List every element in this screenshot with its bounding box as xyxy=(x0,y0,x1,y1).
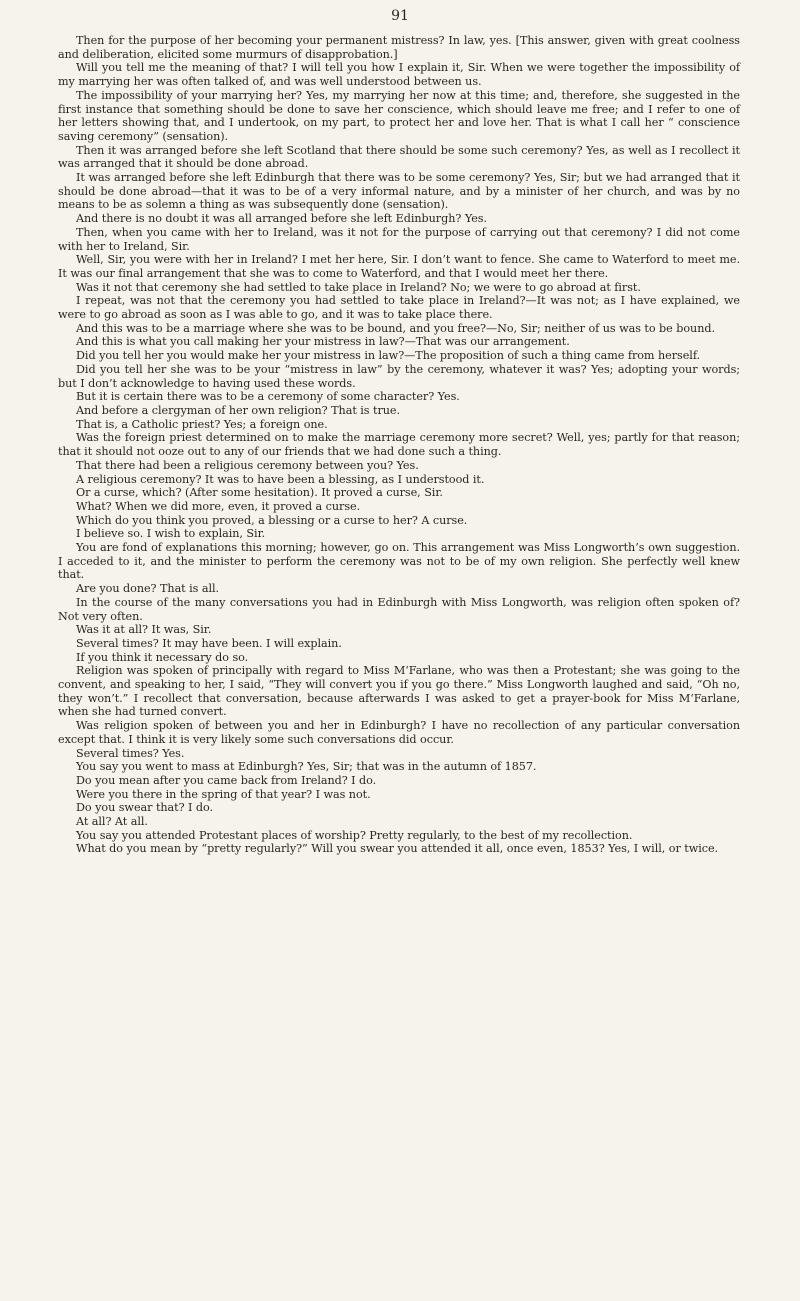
paragraph: And this was to be a marriage where she was to be bound, and you free?—No, Sir; neither of us was to be bound. xyxy=(76,321,715,335)
paragraph: Was the foreign priest determined on to make the marriage ceremony more secret? Well, yes; partly for that reason; that it should not ooze out to any of our friends that we had done such a thing. xyxy=(58,431,740,459)
paragraph: And this is what you call making her your mistress in law?—That was our arrangement. xyxy=(76,335,570,349)
paragraph: Were you there in the spring of that year? I was not. xyxy=(76,787,371,801)
paragraph: What do you mean by “pretty regularly?” Will you swear you attended it all, once even, 1853? Yes, I will, or twice. xyxy=(76,842,719,856)
paragraph: In the course of the many conversations you had in Edinburgh with Miss Longworth, was religion often spoken of? Not very often. xyxy=(58,595,740,623)
paragraph: Several times? Yes. xyxy=(76,746,185,760)
paragraph: Do you swear that? I do. xyxy=(76,801,214,815)
paragraph: But it is certain there was to be a ceremony of some character? Yes. xyxy=(76,390,460,404)
paragraph: At all? At all. xyxy=(76,815,148,829)
paragraph: It was arranged before she left Edinburgh that there was to be some ceremony? Yes, Sir; but we had arranged that it should be done abroad—that it was to be of a very informal nature, and by a minister of her church, and was by no means to be as solemn a thing as was subsequently done (sensation). xyxy=(58,171,740,212)
paragraph: Several times? It may have been. I will explain. xyxy=(76,636,342,650)
paragraph: You are fond of explanations this morning; however, go on. This arrangement was Miss Longworth’s own suggestion. I acceded to it, and the minister to perform the ceremony was not to be of my own religion. She perfectly well knew that. xyxy=(58,541,740,582)
paragraph: What? When we did more, even, it proved a curse. xyxy=(76,499,361,513)
paragraph: Well, Sir, you were with her in Ireland? I met her here, Sir. I don’t want to fence. She came to Waterford to meet me. It was our final arrangement that she was to come to Waterford, and that I would meet her there. xyxy=(58,253,740,280)
paragraph: I repeat, was not that the ceremony you had settled to take place in Ireland?—It was not; as I have explained, we were to go abroad as soon as I was able to go, and it was to take place there. xyxy=(58,294,740,322)
paragraph: Then, when you came with her to Ireland, was it not for the purpose of carrying out that ceremony? I did not come with her to Ireland, Sir. xyxy=(58,225,740,253)
paragraph: Do you mean after you came back from Ireland? I do. xyxy=(76,773,377,787)
paragraph: And there is no doubt it was all arranged before she left Edinburgh? Yes. xyxy=(76,212,487,226)
paragraph: Was it at all? It was, Sir. xyxy=(76,623,212,637)
paragraph: That is, a Catholic priest? Yes; a foreign one. xyxy=(76,417,328,431)
paragraph: You say you attended Protestant places of worship? Pretty regularly, to the best of my recollection. xyxy=(76,828,633,842)
paragraph: Which do you think you proved, a blessing or a curse to her? A curse. xyxy=(76,513,468,527)
body-text xyxy=(58,34,740,856)
paragraph: Did you tell her she was to be your “mistress in law” by the ceremony, whatever it was? Yes; adopting your words; but I don’t acknowledge to having used these words. xyxy=(58,362,740,390)
paragraph: The impossibility of your marrying her? Yes, my marrying her now at this time; and, therefore, she suggested in the first instance that something should be done to save her conscience, which should leave me free; and I refer to one of her letters showing that, and I undertook, on my part, to protect her and love her. That is what I call her “ conscience saving ceremony” (sensation). xyxy=(58,88,740,143)
paragraph: You say you went to mass at Edinburgh? Yes, Sir; that was in the autumn of 1857. xyxy=(76,760,537,774)
paragraph: Was religion spoken of between you and her in Edinburgh? I have no recollection of any particular conversation except that. I think it is very likely some such conversations did occur. xyxy=(58,719,740,746)
page-number: 91 xyxy=(391,8,409,24)
paragraph: Then for the purpose of her becoming your permanent mistress? In law, yes. [This answer, given with great coolness and deliberation, elicited some murmurs of disapprobation.] xyxy=(58,34,740,61)
paragraph: That there had been a religious ceremony between you? Yes. xyxy=(76,458,419,472)
paragraph: Then it was arranged before she left Scotland that there should be some such ceremony? Yes, as well as I recollect it was arranged that it should be done abroad. xyxy=(58,143,740,171)
paragraph: If you think it necessary do so. xyxy=(76,650,249,664)
paragraph: Or a curse, which? (After some hesitation). It proved a curse, Sir. xyxy=(76,486,443,500)
paragraph: Was it not that ceremony she had settled to take place in Ireland? No; we were to go abroad at first. xyxy=(76,280,641,294)
paragraph: I believe so. I wish to explain, Sir. xyxy=(76,527,266,541)
paragraph: A religious ceremony? It was to have been a blessing, as I understood it. xyxy=(76,472,485,486)
paragraph: And before a clergyman of her own religion? That is true. xyxy=(76,403,400,417)
paragraph: Will you tell me the meaning of that? I will tell you how I explain it, Sir. When we were together the impossibility of my marrying her was often talked of, and was well understood between us. xyxy=(58,61,740,89)
paragraph: Religion was spoken of principally with regard to Miss M‘Farlane, who was then a Protestant; she was going to the convent, and speaking to her, I said, “They will convert you if you go there.” Miss Longworth laughed and said, “Oh no, they won’t.” I recollect that conversation, because afterwards I was asked to get a prayer-book for Miss M‘Farlane, when she had turned convert. xyxy=(58,664,740,719)
paragraph: Did you tell her you would make her your mistress in law?—The proposition of such a thing came from herself. xyxy=(76,349,701,363)
paragraph: Are you done? That is all. xyxy=(76,582,220,596)
